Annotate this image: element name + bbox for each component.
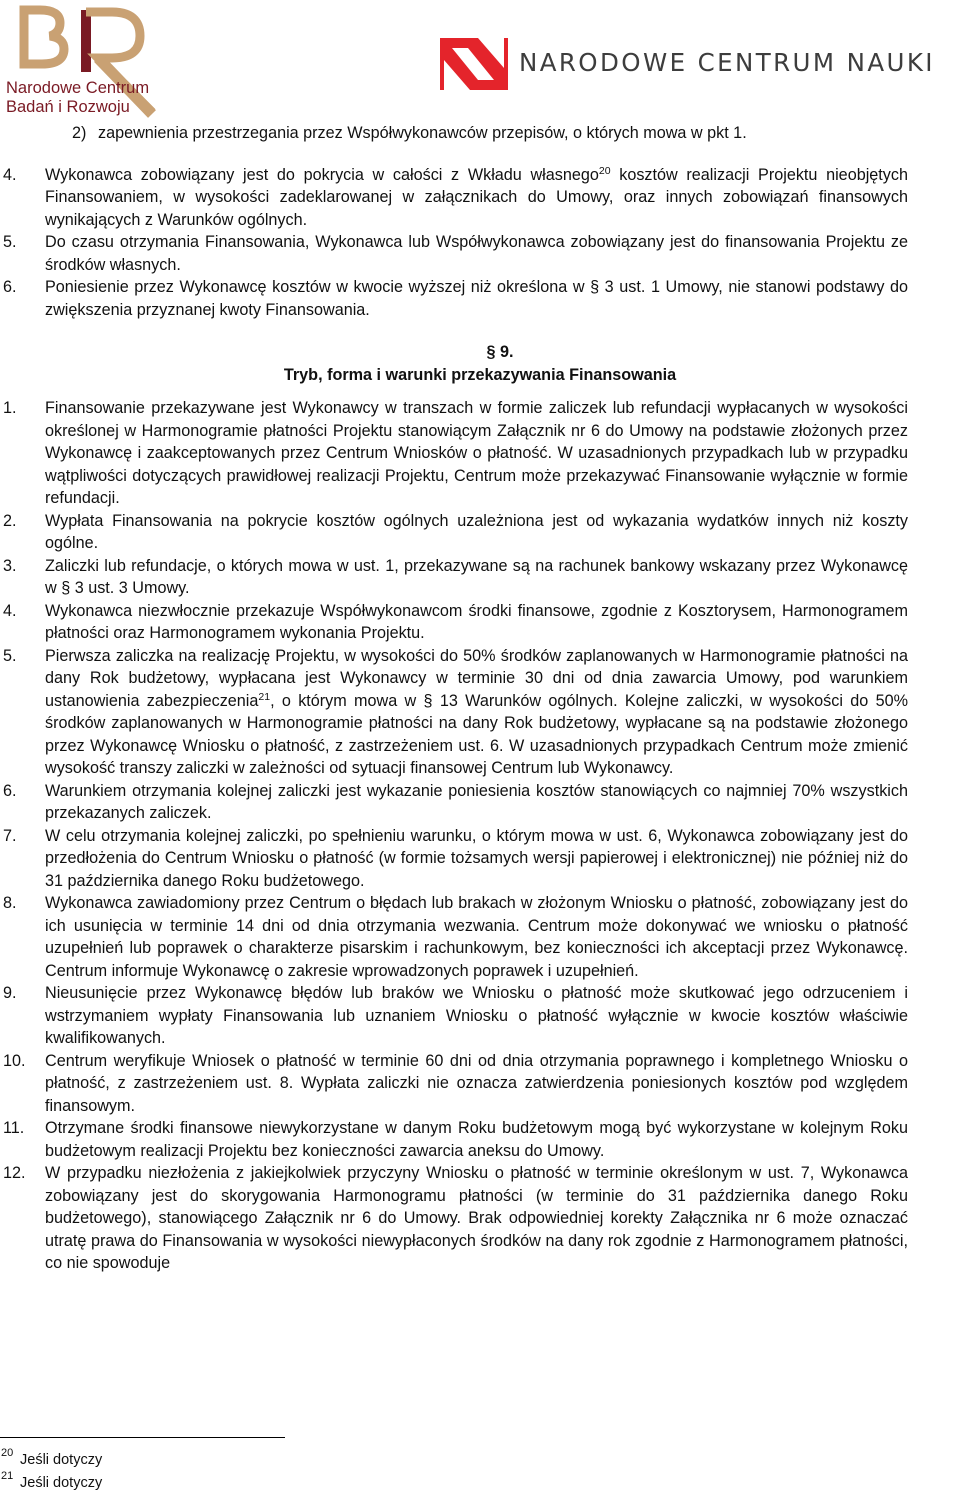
item-number: 7.	[3, 826, 17, 845]
item-number: 6.	[3, 781, 17, 800]
item-text: Warunkiem otrzymania kolejnej zaliczki jest wykazanie poniesienia kosztów stanowiących co najmniej 70% wszystkich przekazanych zaliczek.	[45, 781, 908, 822]
item-number: 3.	[3, 556, 17, 575]
item-text-part: , o którym mowa w § 13 Warunków ogólnych. Kolejne zaliczki, w wysokości do 50% środków zaplanowanych w Harmonogramie płatności na dany Rok budżetowy, wypłacane są na podstawie złożonego przez Wykonawcę Wniosku o płatność, z zastrzeżeniem ust. 6. W uzasadnionych przypadkach Centrum może zmienić wysokość transzy zaliczki w zależności od sytuacji finansowej Centrum lub Wykonawcy.	[45, 691, 908, 777]
list-item	[0, 825, 960, 893]
ncbr-logo-text	[6, 79, 149, 116]
footnote-text: Jeśli dotyczy	[20, 1452, 103, 1468]
list-item	[0, 122, 960, 145]
item-number: 6.	[3, 278, 17, 296]
footnote-separator	[0, 1437, 285, 1438]
ncbr-logo-line1: Narodowe Centrum	[6, 79, 150, 97]
item-text: Wykonawca zawiadomiony przez Centrum o błędach lub brakach w złożonym Wniosku o płatność, zobowiązany jest do ich usunięcia w terminie 14 dni od dnia otrzymania wezwania. Centrum może dokonywać we wniosku o płatność uzupełnień lub poprawek o charakterze pisarskim i rachunkowym, bez konieczności ich akceptacji przez Wykonawcę. Centrum informuje Wykonawcę o zakresie wprowadzonych poprawek i uzupełnień.	[45, 894, 908, 980]
list-item	[0, 1162, 960, 1275]
section-title: Tryb, forma i warunki przekazywania Finansowania	[283, 365, 677, 384]
list-item	[0, 600, 960, 645]
item-text: Finansowanie przekazywane jest Wykonawcy w transzach w formie zaliczek lub refundacji wypłacanych w wysokości określonej w Harmonogramie płatności Projektu stanowiącym Załącznik nr 6 do Umowy na podstawie złożonych przez Wykonawcę i zaakceptowanych przez Centrum Wniosków o płatność. W uzasadnionych przypadkach lub w przypadku wątpliwości dotyczących prawidłowej realizacji Projektu, Centrum może przekazywać Finansowanie wyłącznie w formie refundacji.	[45, 399, 908, 507]
list-item	[0, 1117, 960, 1162]
item-number: 9.	[3, 984, 17, 1002]
item-text: Otrzymane środki finansowe niewykorzystane w danym Roku budżetowym mogą być wykorzystane w kolejnym Roku budżetowym realizacji Projektu bez konieczności zawarcia aneksu do Umowy.	[45, 1119, 908, 1160]
item-number: 4.	[3, 601, 17, 620]
item-text: Wypłata Finansowania na pokrycie kosztów ogólnych uzależniona jest od wykazania wydatków innych niż koszty ogólne.	[45, 511, 908, 552]
section-number: § 9.	[486, 343, 514, 361]
list-item	[0, 555, 960, 600]
ncn-logo-text: NARODOWE CENTRUM NAUKI	[519, 48, 935, 77]
document-body	[0, 122, 960, 1275]
item-text: Poniesienie przez Wykonawcę kosztów w kwocie wyższej niż określona w § 3 ust. 1 Umowy, nie stanowi podstawy do zwiększenia przyznanej kwoty Finansowania.	[45, 278, 908, 319]
item-text: Wykonawca niezwłocznie przekazuje Współwykonawcom środki finansowe, zgodnie z Kosztorysem, Harmonogramem płatności oraz Harmonogramem wykonania Projektu.	[45, 601, 908, 642]
footnote-number: 21	[1, 1470, 14, 1482]
item-number: 12.	[3, 1164, 26, 1182]
list-item	[0, 276, 960, 321]
item-text-part: kosztów realizacji Projektu nieobjętych Finansowaniem, w wysokości zadeklarowanej w załącznikach do Umowy, oraz innych zobowiązań finansowych wynikających z Warunków ogólnych.	[45, 165, 908, 229]
item-text-part: Wykonawca zobowiązany jest do pokrycia w całości z Wkładu własnego	[45, 165, 599, 184]
list-item	[0, 780, 960, 825]
list-item	[0, 982, 960, 1050]
item-number: 11.	[3, 1119, 25, 1137]
ncbr-logo-line2: Badań i Rozwoju	[6, 97, 130, 116]
list-item	[0, 231, 960, 276]
footnote-text: Jeśli dotyczy	[20, 1475, 103, 1491]
list-item	[0, 510, 960, 555]
item-text: W przypadku niezłożenia z jakiejkolwiek przyczyny Wniosku o płatność w terminie określonym w ust. 7, Wykonawca zobowiązany jest do skorygowania Harmonogramu płatności (w terminie do 31 października danego Roku budżetowego), stanowiącego Załącznik nr 6 do Umowy. Brak odpowiedniej korekty Załącznika nr 6 może oznaczać utratę prawa do Finansowania w wysokości niewypłaconych środków na dany rok zgodnie z Harmonogramem płatności, co nie spowoduje	[45, 1164, 908, 1272]
item-number: 2)	[72, 124, 87, 142]
list-item	[0, 645, 960, 780]
item-number: 1.	[3, 399, 17, 417]
item-number: 5.	[3, 233, 17, 251]
item-number: 10.	[3, 1051, 26, 1070]
item-text: Nieusunięcie przez Wykonawcę błędów lub braków we Wniosku o płatność może skutkować jego odrzuceniem i wstrzymaniem wypłaty Finansowania lub uznaniem Wniosku o płatność wyłącznie w kwocie kosztów właściwie kwalifikowanych.	[45, 984, 908, 1047]
footnote-number: 20	[1, 1447, 14, 1459]
item-number: 4.	[3, 165, 17, 184]
item-text: Zaliczki lub refundacje, o których mowa w ust. 1, przekazywane są na rachunek bankowy wskazany przez Wykonawcę w § 3 ust. 3 Umowy.	[45, 556, 908, 597]
list-item	[0, 1050, 960, 1118]
item-number: 5.	[3, 646, 17, 665]
list-item	[0, 892, 960, 982]
list-item	[0, 397, 960, 510]
item-text-part: Pierwsza zaliczka na realizację Projektu, w wysokości do 50% środków zaplanowanych w Harmonogramie płatności na dany Rok budżetowy, wypłacana jest Wykonawcy w terminie 30 dni od dnia zawarcia Umowy, pod warunkiem ustanowienia zabezpieczenia	[45, 646, 908, 710]
item-text: W celu otrzymania kolejnej zaliczki, po spełnieniu warunku, o którym mowa w ust. 6, Wykonawca zobowiązany jest do przedłożenia do Centrum Wniosku o płatność (w formie tożsamych wersji papierowej i elektronicznej) nie później niż do 31 października danego Roku budżetowego.	[45, 826, 908, 890]
item-number: 8.	[3, 894, 17, 912]
item-number: 2.	[3, 511, 17, 530]
item-text	[45, 645, 908, 780]
item-text: Centrum weryfikuje Wniosek o płatność w terminie 60 dni od dnia otrzymania poprawnego i kompletnego Wniosku o płatność, z zastrzeżeniem ust. 8. Wypłata zaliczki nie oznacza zatwierdzenia poniesionych kosztów pod względem finansowym.	[45, 1051, 908, 1115]
footnote-ref: 21	[258, 690, 271, 703]
item-text: Do czasu otrzymania Finansowania, Wykonawca lub Współwykonawca zobowiązany jest do finansowania Projektu ze środków własnych.	[45, 233, 908, 274]
item-text: zapewnienia przestrzegania przez Współwykonawców przepisów, o których mowa w pkt 1.	[98, 124, 747, 142]
list-item	[0, 164, 960, 232]
item-text	[45, 164, 908, 232]
footnote-ref: 20	[598, 164, 611, 177]
